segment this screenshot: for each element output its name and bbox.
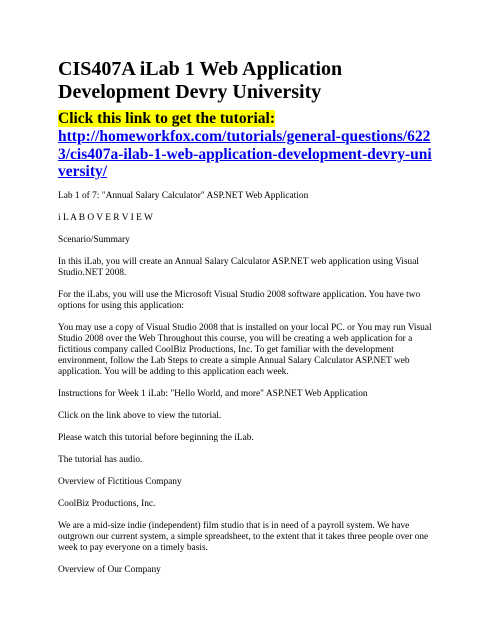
ilab-intro-paragraph: In this iLab, you will create an Annual Salary Calculator ASP.NET web application using Visual Studio.NET 2008. xyxy=(58,256,420,278)
software-paragraph: For the iLabs, you will use the Microsoft Visual Studio 2008 software application. You have two options for using this application: xyxy=(58,289,421,311)
our-company-heading: Overview of Our Company xyxy=(58,564,161,575)
company-overview-heading: Overview of Fictitious Company xyxy=(58,476,182,487)
scenario-heading: Scenario/Summary xyxy=(58,234,130,245)
company-description-paragraph: We are a mid-size indie (independent) film studio that is in need of a payroll system. We have outgrown our current system, a simple spreadsheet, to the extent that it takes three people over one week to pay everyone on a timely basis. xyxy=(58,520,429,553)
tutorial-link[interactable]: http://homeworkfox.com/tutorials/general-questions/6223/cis407a-ilab-1-web-application-development-devry-university/ xyxy=(58,128,432,180)
options-paragraph: You may use a copy of Visual Studio 2008 that is installed on your local PC. or You may run Visual Studio 2008 over the Web Throughout this course, you will be creating a web application for a fictitious company called CoolBiz Productions, Inc. To get familiar with the development environment, follow the Lab Steps to create a simple Annual Salary Calculator ASP.NET web application. You will be adding to this application each week. xyxy=(58,322,432,377)
audio-note-paragraph: The tutorial has audio. xyxy=(58,454,143,465)
watch-tutorial-paragraph: Please watch this tutorial before beginning the iLab. xyxy=(58,432,254,443)
document-title xyxy=(58,58,438,104)
lab-heading: Lab 1 of 7: "Annual Salary Calculator" ASP.NET Web Application xyxy=(58,190,309,201)
tutorial-callout: Click this link to get the tutorial: xyxy=(58,110,275,127)
ilab-overview-heading: i L A B O V E R V I E W xyxy=(58,212,153,223)
view-tutorial-paragraph: Click on the link above to view the tutorial. xyxy=(58,410,222,421)
company-name-paragraph: CoolBiz Productions, Inc. xyxy=(58,498,156,509)
instructions-heading: Instructions for Week 1 iLab: "Hello World, and more" ASP.NET Web Application xyxy=(58,388,368,399)
title-line-2: Development Devry University xyxy=(58,81,322,103)
document-page xyxy=(58,58,438,587)
title-line-1: CIS407A iLab 1 Web Application xyxy=(58,58,343,80)
